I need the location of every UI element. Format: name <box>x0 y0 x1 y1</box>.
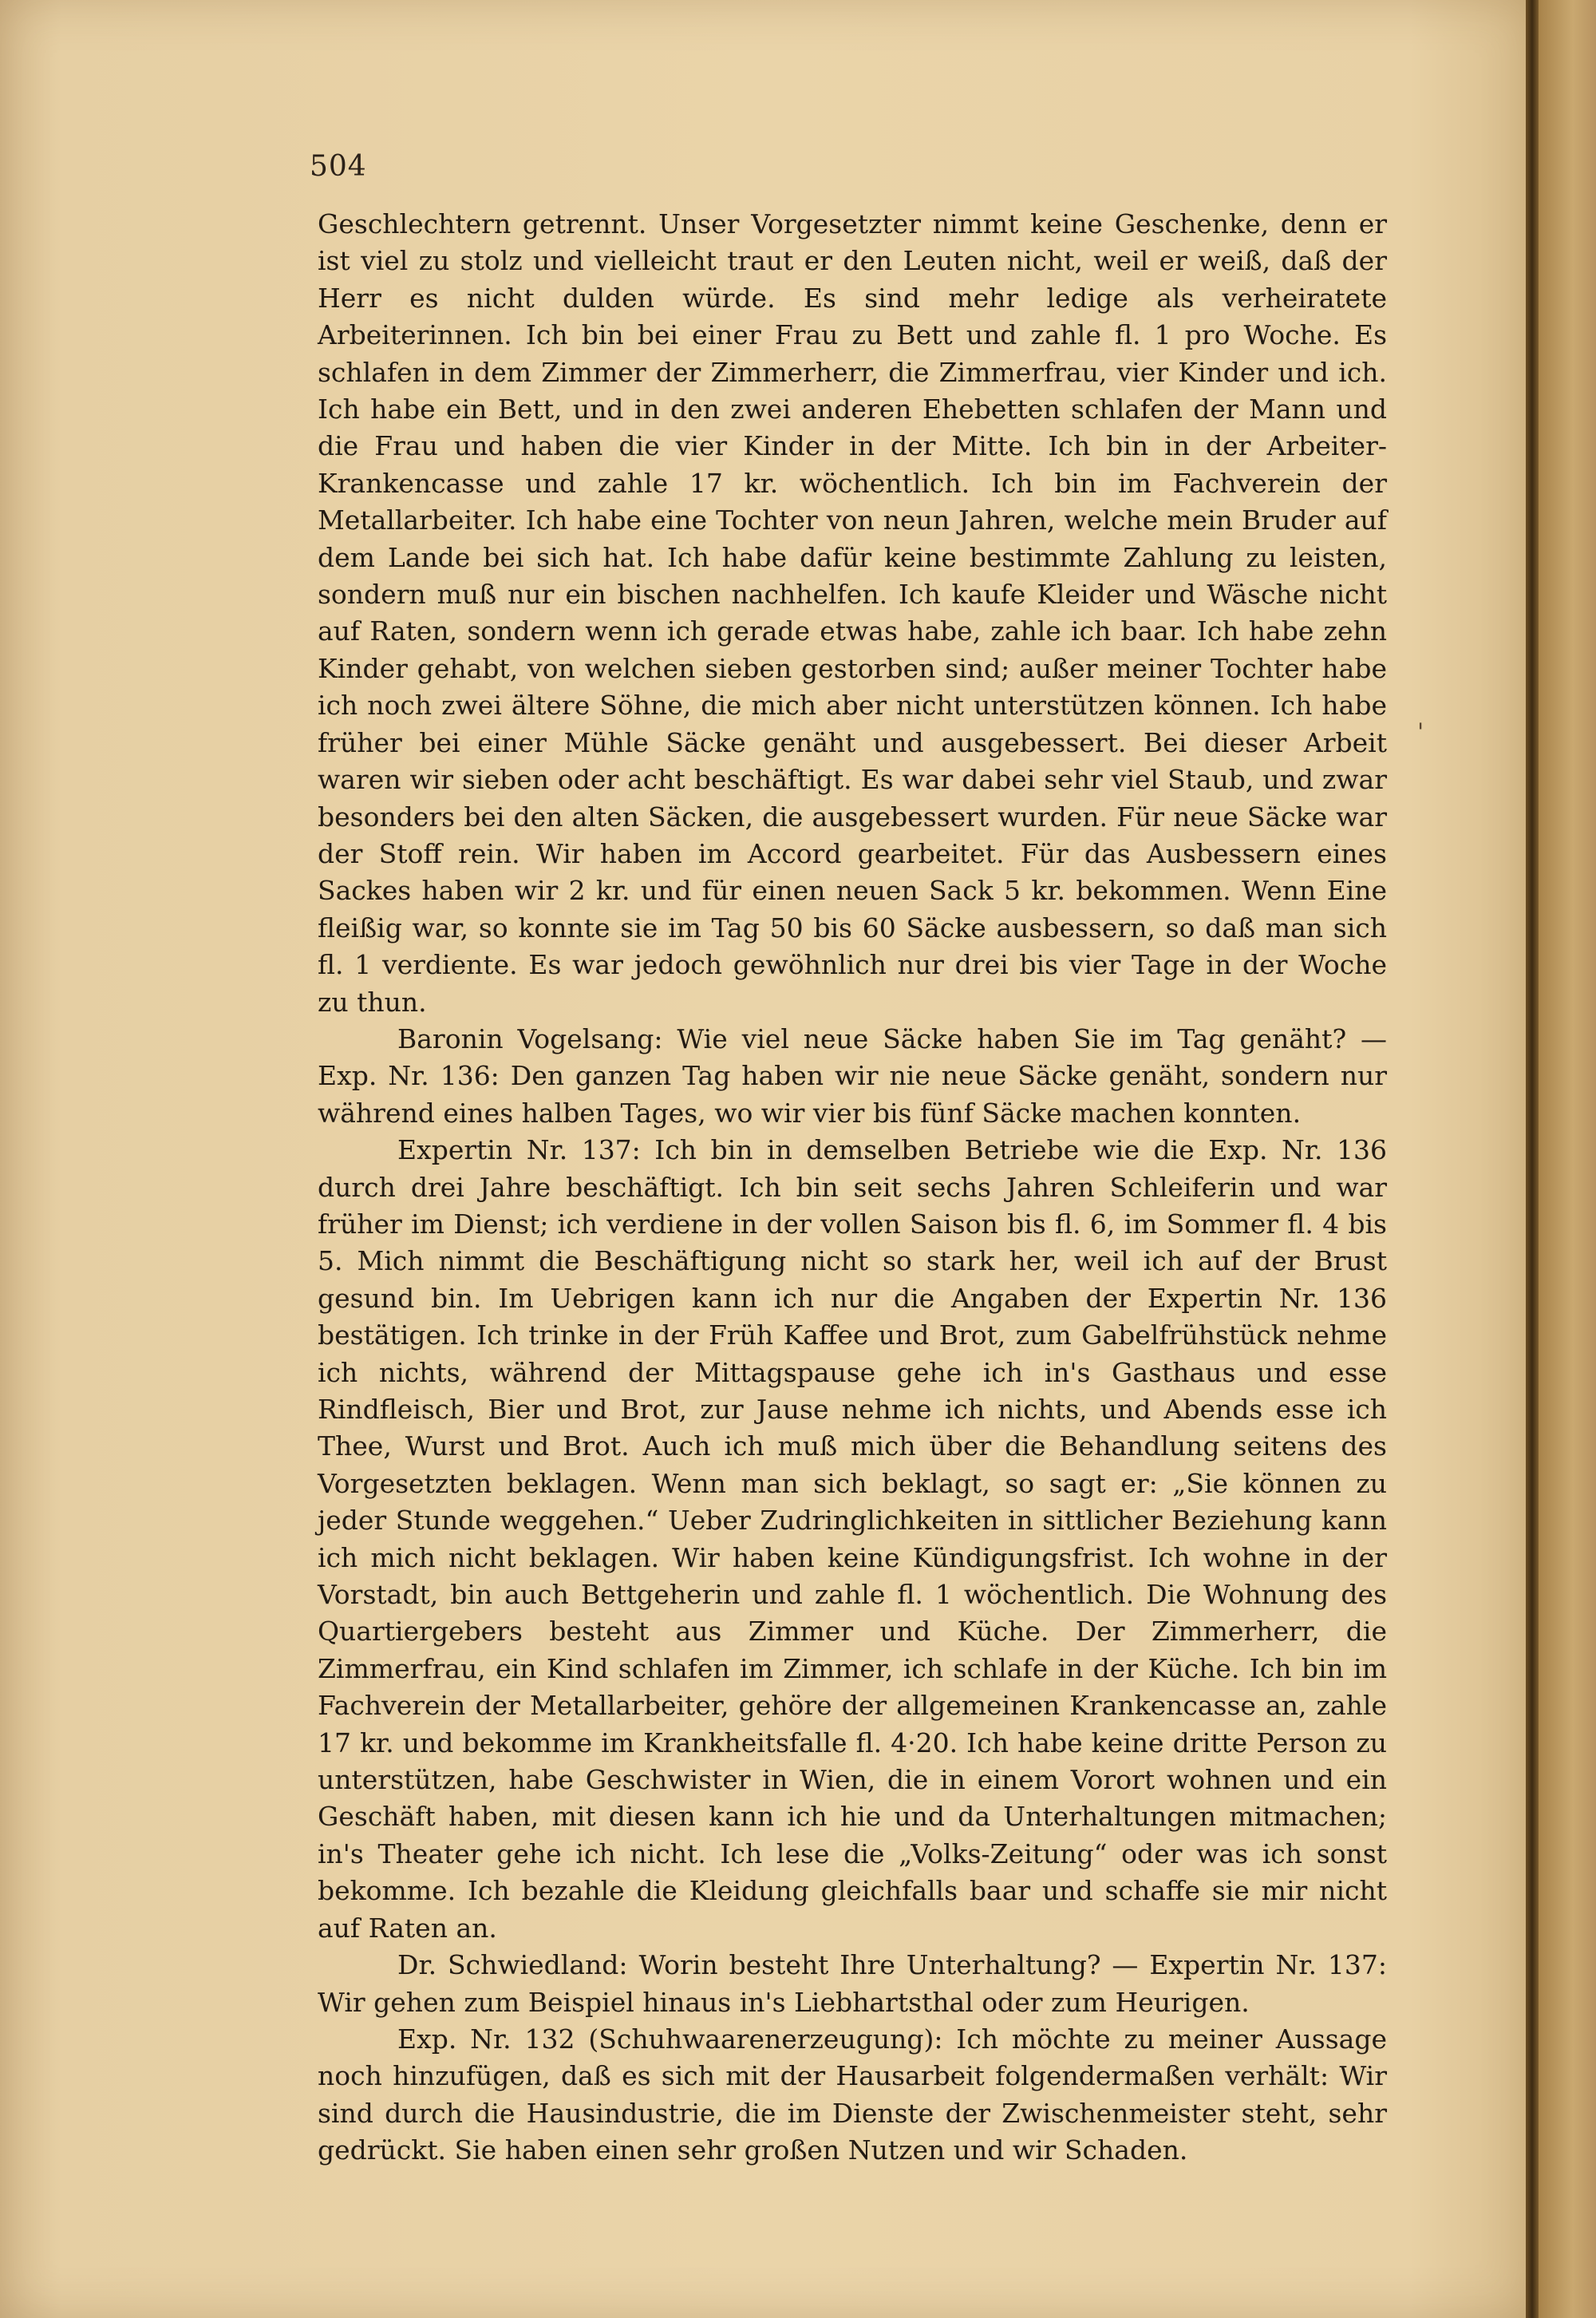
paragraph-1: Geschlechtern getrennt. Unser Vorgesetzter nimmt keine Geschenke, denn er ist viel zu stolz und vielleicht traut er den Leuten nicht, weil er weiß, daß der Herr es nicht dulden würde. Es sind mehr ledige als verheiratete Arbeiterinnen. Ich bin bei einer Frau zu Bett und zahle fl. 1 pro Woche. Es schlafen in dem Zimmer der Zimmerherr, die Zimmerfrau, vier Kinder und ich. Ich habe ein Bett, und in den zwei anderen Ehebetten schlafen der Mann und die Frau und haben die vier Kinder in der Mitte. Ich bin in der Arbeiter-Krankencasse und zahle 17 kr. wöchentlich. Ich bin im Fachverein der Metallarbeiter. Ich habe eine Tochter von neun Jahren, welche mein Bruder auf dem Lande bei sich hat. Ich habe dafür keine bestimmte Zahlung zu leisten, sondern muß nur ein bischen nachhelfen. Ich kaufe Kleider und Wäsche nicht auf Raten, sondern wenn ich gerade etwas habe, zahle ich baar. Ich habe zehn Kinder gehabt, von welchen sieben gestorben sind; außer meiner Tochter habe ich noch zwei ältere Söhne, die mich aber nicht unterstützen können. Ich habe früher bei einer Mühle Säcke genäht und ausgebessert. Bei dieser Arbeit waren wir sieben oder acht beschäftigt. Es war dabei sehr viel Staub, und zwar besonders bei den alten Säcken, die ausgebessert wurden. Für neue Säcke war der Stoff rein. Wir haben im Accord gearbeitet. Für das Ausbessern eines Sackes haben wir 2 kr. und für einen neuen Sack 5 kr. bekommen. Wenn Eine fleißig war, so konnte sie im Tag 50 bis 60 Säcke ausbessern, so daß man sich fl. 1 verdiente. Es war jedoch gewöhnlich nur drei bis vier Tage in der Woche zu thun. <box>318 208 1387 1018</box>
paragraph-2: Baronin Vogelsang: Wie viel neue Säcke haben Sie im Tag genäht? — Exp. Nr. 136: Den ganzen Tag haben wir nie neue Säcke genäht, sondern nur während eines halben Tages, wo wir vier bis fünf Säcke machen konnten. <box>318 1023 1387 1129</box>
body-text <box>318 206 1387 2170</box>
paragraph-3: Expertin Nr. 137: Ich bin in demselben Betriebe wie die Exp. Nr. 136 durch drei Jahre beschäftigt. Ich bin seit sechs Jahren Schleiferin und war früher im Dienst; ich verdiene in der vollen Saison bis fl. 6, im Sommer fl. 4 bis 5. Mich nimmt die Beschäftigung nicht so stark her, weil ich auf der Brust gesund bin. Im Uebrigen kann ich nur die Angaben der Expertin Nr. 136 bestätigen. Ich trinke in der Früh Kaffee und Brot, zum Gabelfrühstück nehme ich nichts, während der Mittagspause gehe ich in's Gasthaus und esse Rindfleisch, Bier und Brot, zur Jause nehme ich nichts, und Abends esse ich Thee, Wurst und Brot. Auch ich muß mich über die Behandlung seitens des Vorgesetzten beklagen. Wenn man sich beklagt, so sagt er: „Sie können zu jeder Stunde weggehen.“ Ueber Zudringlichkeiten in sittlicher Beziehung kann ich mich nicht beklagen. Wir haben keine Kündigungsfrist. Ich wohne in der Vorstadt, bin auch Bettgeherin und zahle fl. 1 wöchentlich. Die Wohnung des Quartiergebers besteht aus Zimmer und Küche. Der Zimmerherr, die Zimmerfrau, ein Kind schlafen im Zimmer, ich schlafe in der Küche. Ich bin im Fachverein der Metallarbeiter, gehöre der allgemeinen Krankencasse an, zahle 17 kr. und bekomme im Krankheitsfalle fl. 4·20. Ich habe keine dritte Person zu unterstützen, habe Geschwister in Wien, die in einem Vorort wohnen und ein Geschäft haben, mit diesen kann ich hie und da Unterhaltungen mitmachen; in's Theater gehe ich nicht. Ich lese die „Volks-Zeitung“ oder was ich sonst bekomme. Ich bezahle die Kleidung gleichfalls baar und schaffe sie mir nicht auf Raten an. <box>318 1134 1387 1944</box>
adjacent-page-edge <box>1539 0 1596 2318</box>
paragraph-4: Dr. Schwiedland: Worin besteht Ihre Unterhaltung? — Expertin Nr. 137: Wir gehen zum Beispiel hinaus in's Liebhartsthal oder zum Heurigen. <box>318 1949 1387 2018</box>
paragraph-5: Exp. Nr. 132 (Schuhwaarenerzeugung): Ich möchte zu meiner Aussage noch hinzufügen, daß es sich mit der Hausarbeit folgendermaßen verhält: Wir sind durch die Hausindustrie, die im Dienste der Zwischenmeister steht, sehr gedrückt. Sie haben einen sehr großen Nutzen und wir Schaden. <box>318 2023 1387 2166</box>
page-gutter-edge <box>1526 0 1539 2318</box>
page-number: 504 <box>310 150 367 183</box>
margin-mark: ' <box>1417 718 1424 746</box>
